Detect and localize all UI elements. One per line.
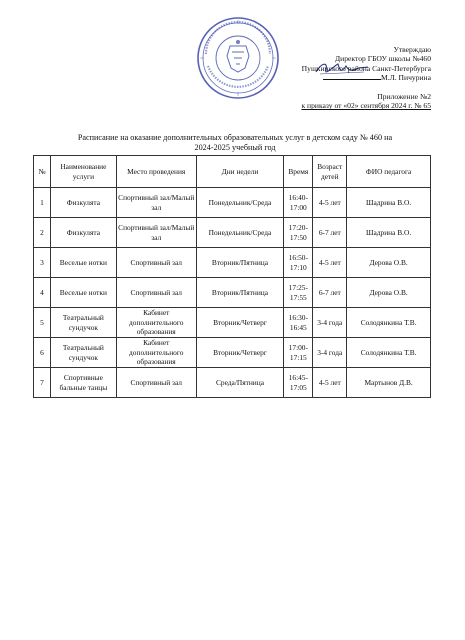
cell-time: 16:40-17:00: [284, 188, 313, 218]
cell-time: 16:30-16:45: [284, 308, 313, 338]
header-teacher: ФИО педагога: [347, 156, 431, 188]
cell-num: 6: [34, 338, 51, 368]
cell-time: 16:45-17:05: [284, 368, 313, 398]
table-row: [34, 248, 431, 278]
cell-teacher: Мартынов Д.В.: [347, 368, 431, 398]
cell-days: Вторник/Четверг: [196, 308, 284, 338]
header-age: Возраст детей: [313, 156, 347, 188]
header-days: Дни недели: [196, 156, 284, 188]
cell-place: Кабинет дополнительного образования: [116, 338, 196, 368]
approval-signatory-name: М.Л. Пичурина: [380, 73, 431, 83]
cell-time: 17:25-17:55: [284, 278, 313, 308]
appendix-number: Приложение №2: [377, 92, 431, 101]
cell-teacher: Дерова О.В.: [347, 248, 431, 278]
approval-title: Утверждаю: [393, 45, 431, 54]
table-row: [34, 338, 431, 368]
cell-age: 4-5 лет: [313, 248, 347, 278]
table-row: [34, 188, 431, 218]
cell-age: 4-5 лет: [313, 188, 347, 218]
cell-place: Спортивный зал/Малый зал: [116, 218, 196, 248]
appendix-order: к приказу от «02» сентября 2024 г. № 65: [301, 101, 431, 111]
cell-service: Театральный сундучок: [50, 338, 116, 368]
approval-district: Пушкинского района Санкт-Петербурга: [301, 63, 431, 73]
cell-service: Театральный сундучок: [50, 308, 116, 338]
cell-place: Спортивный зал: [116, 278, 196, 308]
table-header-row: [34, 156, 431, 188]
cell-age: 3-4 года: [313, 308, 347, 338]
approval-signatory: [302, 73, 431, 82]
school-seal-stamp: [196, 16, 280, 100]
cell-num: 3: [34, 248, 51, 278]
document-title-line2: 2024-2025 учебный год: [194, 143, 276, 153]
cell-service: Веселые нотки: [50, 278, 116, 308]
cell-place: Спортивный зал: [116, 368, 196, 398]
cell-days: Вторник/Пятница: [196, 278, 284, 308]
header-time: Время: [284, 156, 313, 188]
cell-days: Вторник/Пятница: [196, 248, 284, 278]
cell-age: 6-7 лет: [313, 278, 347, 308]
cell-service: Спортивные бальные танцы: [50, 368, 116, 398]
cell-service: Физкулята: [50, 218, 116, 248]
header-place: Место проведения: [116, 156, 196, 188]
cell-time: 17:00-17:15: [284, 338, 313, 368]
approval-block: [302, 45, 431, 83]
cell-num: 1: [34, 188, 51, 218]
header-service: Наименование услуги: [50, 156, 116, 188]
cell-place: Спортивный зал: [116, 248, 196, 278]
cell-num: 5: [34, 308, 51, 338]
cell-teacher: Солодянкина Т.В.: [347, 338, 431, 368]
document-title-line1: Расписание на оказание дополнительных образовательных услуг в детском саду № 460 на: [77, 133, 393, 142]
cell-teacher: Дерова О.В.: [347, 278, 431, 308]
table-row: [34, 308, 431, 338]
cell-age: 6-7 лет: [313, 218, 347, 248]
appendix-block: [301, 92, 431, 111]
cell-days: Понедельник/Среда: [196, 218, 284, 248]
cell-service: Физкулята: [50, 188, 116, 218]
cell-num: 7: [34, 368, 51, 398]
cell-age: 4-5 лет: [313, 368, 347, 398]
cell-num: 2: [34, 218, 51, 248]
table-row: [34, 278, 431, 308]
cell-teacher: Солодянкина Т.В.: [347, 308, 431, 338]
schedule-table: [33, 155, 431, 398]
cell-days: Среда/Пятница: [196, 368, 284, 398]
document-title: [40, 133, 430, 154]
cell-teacher: Шадрина В.О.: [347, 188, 431, 218]
cell-age: 3-4 года: [313, 338, 347, 368]
table-row: [34, 218, 431, 248]
cell-place: Кабинет дополнительного образования: [116, 308, 196, 338]
approval-position: Директор ГБОУ школы №460: [334, 54, 431, 64]
cell-place: Спортивный зал/Малый зал: [116, 188, 196, 218]
cell-time: 17:20-17:50: [284, 218, 313, 248]
cell-service: Веселые нотки: [50, 248, 116, 278]
cell-time: 16:50-17:10: [284, 248, 313, 278]
cell-days: Понедельник/Среда: [196, 188, 284, 218]
cell-days: Вторник/Четверг: [196, 338, 284, 368]
cell-teacher: Шадрина В.О.: [347, 218, 431, 248]
header-num: №: [34, 156, 51, 188]
table-row: [34, 368, 431, 398]
cell-num: 4: [34, 278, 51, 308]
